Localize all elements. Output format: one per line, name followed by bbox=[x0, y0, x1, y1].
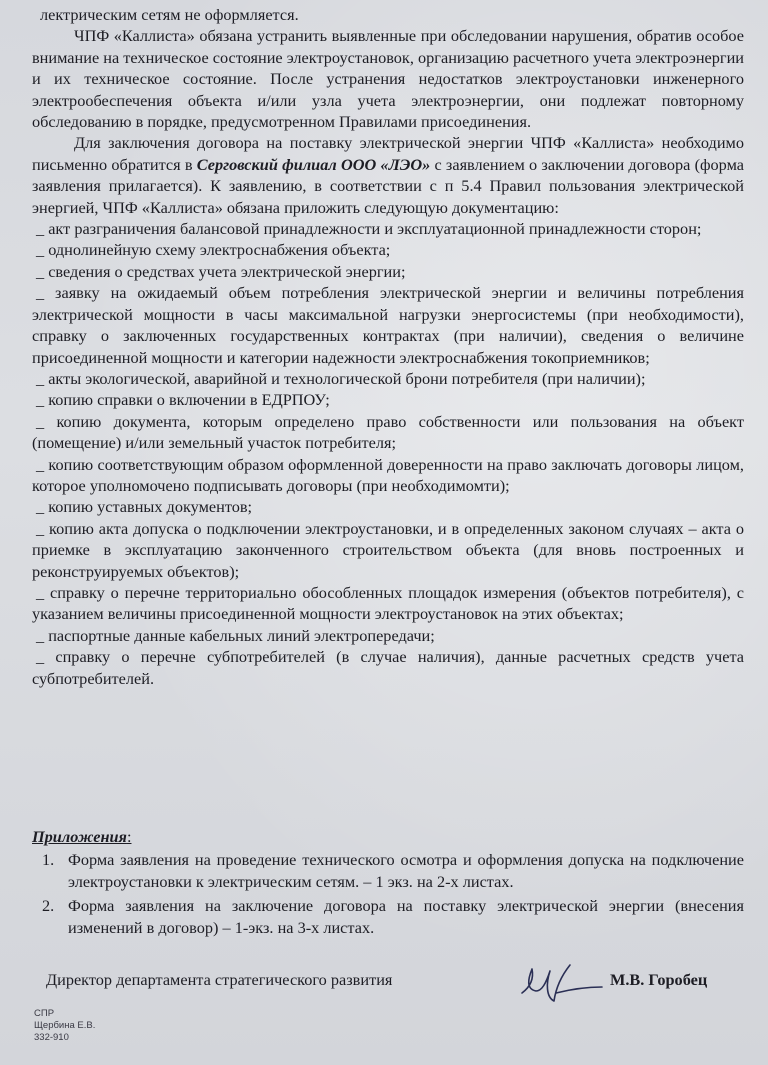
attachment-number: 1. bbox=[42, 850, 55, 870]
list-item: _ копию справки о включении в ЕДРПОУ; bbox=[36, 390, 330, 410]
executor-phone: 332-910 bbox=[34, 1032, 69, 1043]
list-item: _ копию документа, которым определено право собственности или пользования на объект (помещение) и/или земельный участок потребителя; bbox=[32, 411, 744, 453]
executor-note bbox=[34, 1008, 95, 1044]
attachments-colon: : bbox=[126, 827, 132, 846]
list-item: _ справку о перечне территориально обособленных площадок измерения (объектов потребителя), с указанием величины присоединенной мощности электроустановок на этих объектах; bbox=[32, 582, 744, 624]
paragraph-contract-start: Для заключения договора на поставку электрической энергии ЧПФ «Каллиста» необходимо письменно обратится в bbox=[32, 133, 744, 174]
letter-body bbox=[32, 4, 744, 689]
attachment-item bbox=[32, 895, 744, 938]
attachments-heading bbox=[32, 826, 744, 847]
document-list bbox=[32, 218, 744, 689]
paragraph-contract-end: с заявлением о заключении договора (форма заявления прилагается). К заявлению, в соответствии с п 5.4 Правил пользования электрической энергией, ЧПФ «Каллиста» обязана приложить следующую документацию: bbox=[32, 154, 744, 217]
list-item: _ акты экологической, аварийной и технологической брони потребителя (при наличии); bbox=[36, 368, 646, 388]
signatory-title: Директор департамента стратегического развития bbox=[46, 970, 393, 989]
handwritten-signature bbox=[516, 957, 606, 1007]
paragraph-defects: ЧПФ «Каллиста» обязана устранить выявленные при обследовании нарушения, обратив особое внимание на техническое состояние электроустановок, организацию расчетного учета электроэнергии и их техническое состояние. После устранения недостатков электроустановки инженерного электрообеспечения объекта и/или узла учета электроэнергии, они подлежат повторному обследованию в порядке, предусмотренном Правилами присоединения. bbox=[32, 26, 744, 132]
list-item: _ однолинейную схему электроснабжения объекта; bbox=[36, 240, 391, 260]
list-item: _ копию акта допуска о подключении электроустановки, и в определенных законом случаях – акта о приемке в эксплуатацию законченного строительством объекта (для вновь построенных и реконструируемых объектов); bbox=[32, 518, 744, 581]
attachment-text: Форма заявления на проведение технического осмотра и оформления допуска на подключение электроустановки к электрическим сетям. – 1 экз. на 2-х листах. bbox=[68, 850, 744, 891]
attachments-title: Приложения bbox=[32, 827, 127, 846]
list-item: _ заявку на ожидаемый объем потребления электрической энергии и величины потребления электрической мощности в часы максимальной нагрузки энергосистемы (при необходимости), справку о заключенных государственных контрактах (при наличии), сведения о величине присоединенной мощности и категории надежности электроснабжения токоприемников; bbox=[32, 283, 744, 367]
list-item: _ копию уставных документов; bbox=[36, 497, 253, 517]
continued-line: лектрическим сетям не оформляется. bbox=[40, 5, 299, 24]
list-item: _ сведения о средствах учета электрической энергии; bbox=[36, 261, 406, 281]
list-item: _ копию соответствующим образом оформленной доверенности на право заключать договоры лицом, которое уполномочено подписывать договоры (при необходимомти); bbox=[32, 454, 744, 495]
list-item: _ справку о перечне субпотребителей (в случае наличия), данные расчетных средств учета субпотребителей. bbox=[32, 647, 744, 688]
list-item: _ паспортные данные кабельных линий электропередачи; bbox=[36, 625, 435, 645]
attachments-section bbox=[32, 826, 744, 941]
executor-name: Щербина Е.В. bbox=[34, 1020, 96, 1031]
branch-name: Серговский филиал ООО «ЛЭО» bbox=[196, 154, 431, 174]
attachments-list bbox=[32, 849, 744, 938]
signatory-name: М.В. Горобец bbox=[610, 970, 708, 989]
executor-dept: СПР bbox=[34, 1008, 55, 1019]
attachment-item bbox=[32, 849, 744, 892]
list-item: _ акт разграничения балансовой принадлежности и эксплуатационной принадлежности сторон; bbox=[36, 219, 702, 239]
attachment-number: 2. bbox=[42, 896, 55, 916]
paragraph-contract bbox=[32, 132, 744, 218]
attachment-text: Форма заявления на заключение договора на поставку электрической энергии (внесения изменений в договор) – 1-экз. на 3-х листах. bbox=[68, 896, 744, 937]
signature-block bbox=[46, 969, 736, 999]
